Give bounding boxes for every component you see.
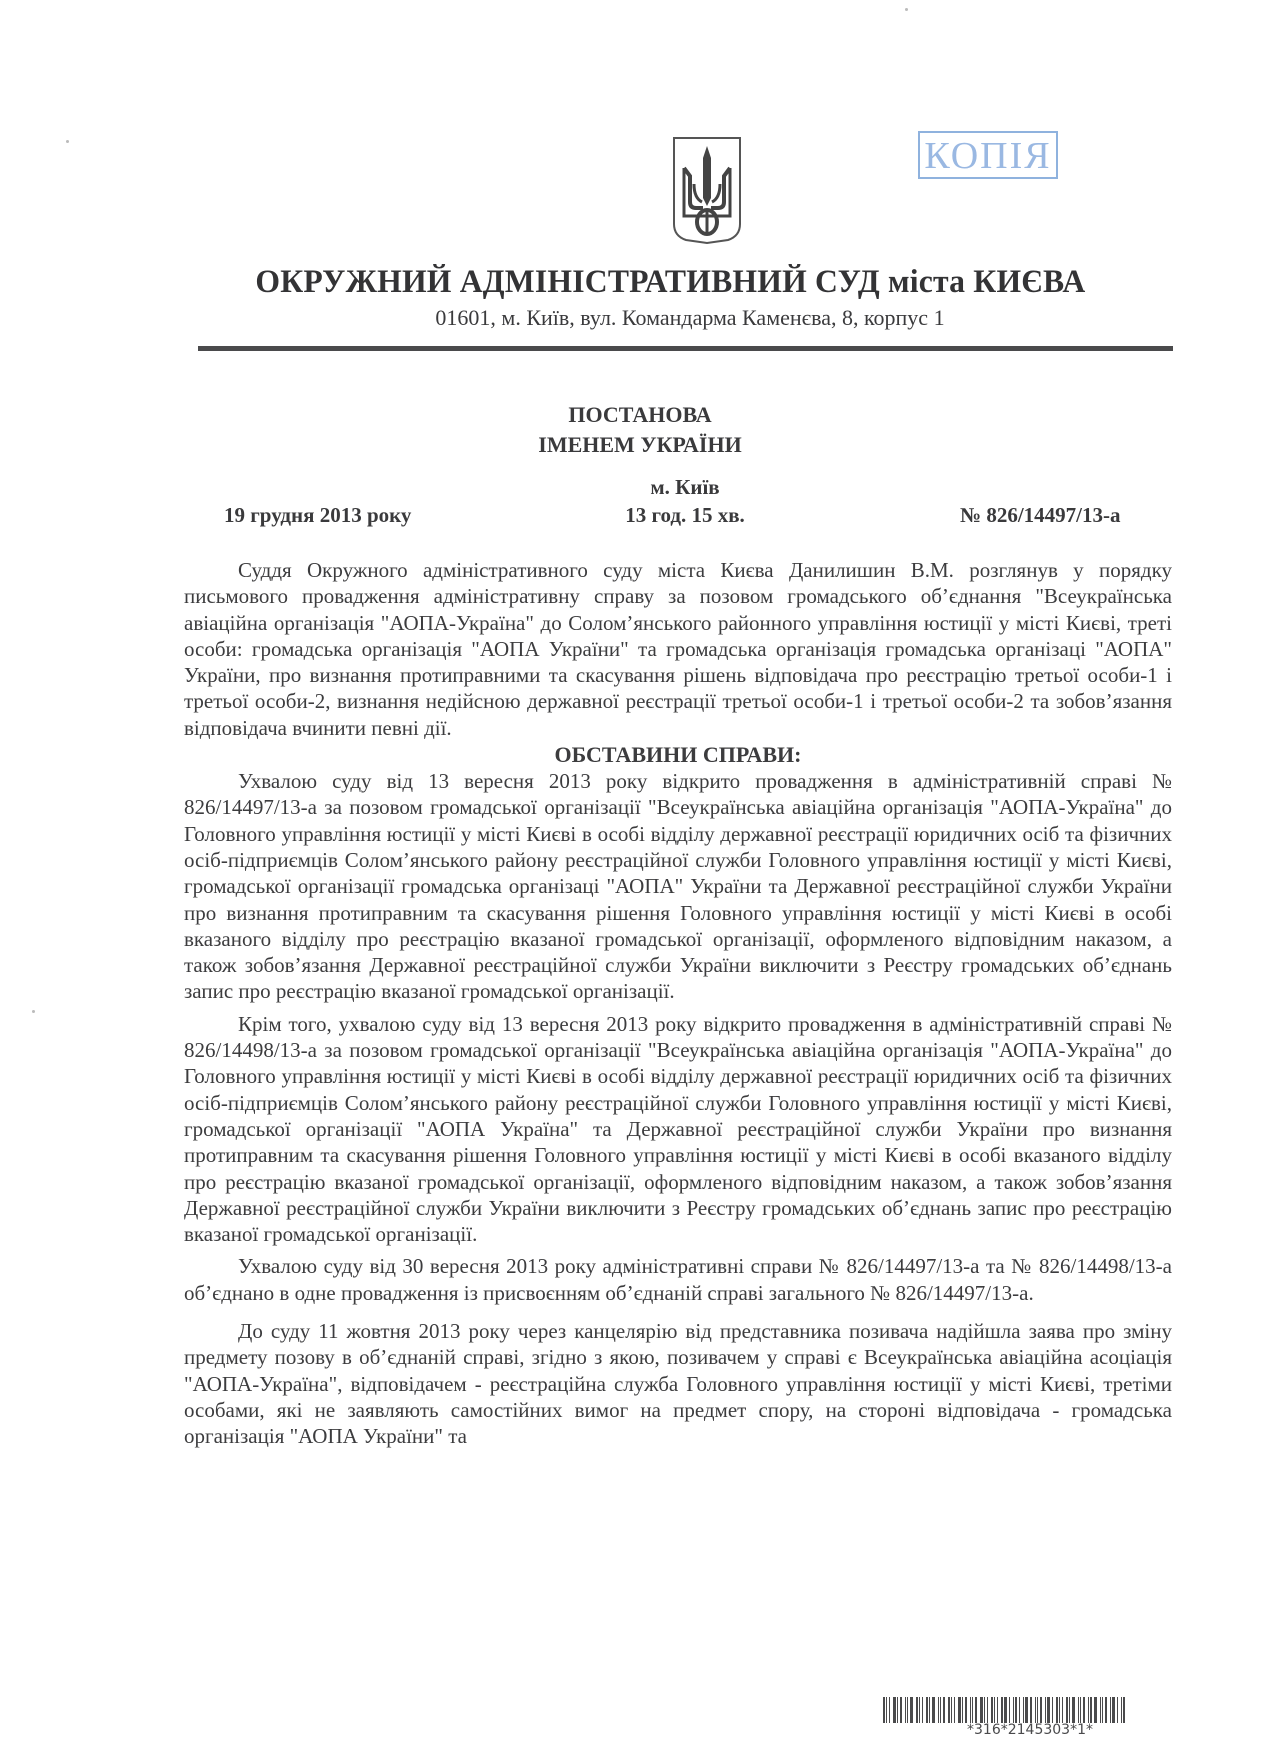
court-name: ОКРУЖНИЙ АДМІНІСТРАТИВНИЙ СУД міста КИЄВА bbox=[255, 264, 1086, 300]
copy-stamp: КОПІЯ bbox=[918, 131, 1058, 179]
body-paragraph: Ухвалою суду від 30 вересня 2013 року адміністративні справи № 826/14497/13-а та № 826/14498/13-а об’єднано в одне провадження із присвоєнням об’єднаній справі загального № 826/14497/13-а. bbox=[184, 1254, 1172, 1305]
barcode-bar bbox=[1015, 1697, 1017, 1723]
barcode-bar bbox=[940, 1697, 941, 1723]
barcode-bar bbox=[1117, 1697, 1118, 1723]
barcode-bar bbox=[975, 1697, 977, 1723]
barcode-bar bbox=[926, 1697, 928, 1723]
court-address: 01601, м. Київ, вул. Командарма Каменєва, 8, корпус 1 bbox=[435, 305, 945, 330]
header-divider bbox=[198, 346, 1173, 351]
barcode-bar bbox=[1088, 1697, 1089, 1723]
barcode-bar bbox=[1066, 1697, 1068, 1723]
barcode-bar bbox=[1112, 1697, 1115, 1723]
document-city: м. Київ bbox=[650, 475, 720, 499]
barcode-bar bbox=[994, 1697, 995, 1723]
barcode-bar bbox=[1030, 1697, 1032, 1723]
barcode-bar bbox=[1059, 1697, 1060, 1723]
barcode-bar bbox=[1069, 1697, 1070, 1723]
barcode-bar bbox=[1052, 1697, 1053, 1723]
scan-speck bbox=[32, 1010, 35, 1013]
barcode-bar bbox=[948, 1697, 950, 1723]
barcode-bar bbox=[951, 1697, 952, 1723]
barcode-bar bbox=[897, 1697, 898, 1723]
barcode-bar bbox=[910, 1697, 913, 1723]
barcode-bar bbox=[938, 1697, 939, 1723]
barcode-bar bbox=[1121, 1697, 1122, 1723]
barcode-bar bbox=[893, 1697, 896, 1723]
barcode-bar bbox=[1045, 1697, 1046, 1723]
barcode-bar bbox=[1009, 1697, 1010, 1723]
barcode-bar bbox=[1025, 1697, 1028, 1723]
barcode-bar bbox=[1035, 1697, 1036, 1723]
barcode-bar bbox=[958, 1697, 961, 1723]
barcode-bar bbox=[1110, 1697, 1111, 1723]
barcode-bar bbox=[922, 1697, 923, 1723]
barcode-icon bbox=[883, 1697, 1183, 1723]
document-date: 19 грудня 2013 року bbox=[224, 503, 412, 527]
barcode-bar bbox=[965, 1697, 967, 1723]
barcode-bar bbox=[1013, 1697, 1014, 1723]
barcode-bar bbox=[1072, 1697, 1075, 1723]
document-time: 13 год. 15 хв. bbox=[625, 503, 745, 527]
barcode-bar bbox=[1123, 1697, 1125, 1723]
barcode-bar bbox=[1004, 1697, 1007, 1723]
barcode-bar bbox=[919, 1697, 920, 1723]
barcode-bar bbox=[1100, 1697, 1101, 1723]
scan-speck bbox=[905, 8, 908, 11]
body-paragraph: Крім того, ухвалою суду від 13 вересня 2013 року відкрито провадження в адміністративній справі № 826/14498/13-а за позовом громадської організації "Всеукраїнська авіаційна організація "АОПА-Україна" до Головного управління юстиції у місті Києві в особі відділу державної реєстрації юридичних осіб та фізичних осіб-підприємців Солом’янського району реєстраційної служби Головного управління юстиції у місті Києві, громадської організації "АОПА Україна" та Державної реєстраційної служби України про визнання протиправним та скасування рішення Головного управління юстиції у місті Києві в особі вказаного відділу про реєстрацію вказаної громадської організації, оформленого відповідним наказом, а також зобов’язання Державної реєстраційної служби України виключити з Реєстру громадських об’єднань запис про реєстрацію вказаної громадської організації. bbox=[184, 1011, 1172, 1247]
barcode-bar bbox=[1105, 1697, 1107, 1723]
barcode-bar bbox=[932, 1697, 935, 1723]
barcode-bar bbox=[1078, 1697, 1079, 1723]
barcode-bar bbox=[1001, 1697, 1003, 1723]
barcode-bar bbox=[1037, 1697, 1038, 1723]
barcode-bar bbox=[889, 1697, 890, 1723]
barcode-bar bbox=[943, 1697, 945, 1723]
barcode-bar bbox=[907, 1697, 908, 1723]
case-number: № 826/14497/13-а bbox=[960, 503, 1121, 527]
barcode-bar bbox=[980, 1697, 983, 1723]
barcode-bar bbox=[1062, 1697, 1063, 1723]
barcode-bar bbox=[900, 1697, 902, 1723]
intro-paragraph: Суддя Окружного адміністративного суду міста Києва Данилишин В.М. розглянув у порядку письмового провадження адміністративну справу за позовом громадського об’єднання "Всеукраїнська авіаційна організація "АОПА-Україна" до Солом’янського районного управління юстиції у місті Києві, треті особи: громадська організація "АОПА України" та громадська організація громадська організаці "АОПА" України, про визнання протиправними та скасування рішень відповідача про реєстрацію третьої особи-1 і третьої особи-2, визнання недійсною державної реєстрації третьої особи-1 і третьої особи-2 та зобов’язання відповідача вчинити певні дії. bbox=[184, 558, 1172, 740]
barcode-text: *316*2145303*1* bbox=[967, 1722, 1093, 1738]
barcode-bar bbox=[1083, 1697, 1085, 1723]
document-type bbox=[180, 400, 1100, 460]
scan-speck bbox=[66, 140, 69, 143]
barcode-bar bbox=[886, 1697, 887, 1723]
barcode-bar bbox=[987, 1697, 988, 1723]
barcode-bar bbox=[883, 1697, 885, 1723]
document-body bbox=[184, 557, 1172, 1450]
document-type-title: ПОСТАНОВА bbox=[568, 402, 712, 427]
barcode-bar bbox=[1019, 1697, 1020, 1723]
barcode-bar bbox=[1094, 1697, 1097, 1723]
barcode-bar bbox=[972, 1697, 973, 1723]
barcode-bar bbox=[997, 1697, 998, 1723]
barcode-bar bbox=[1090, 1697, 1092, 1723]
barcode-bar bbox=[916, 1697, 918, 1723]
barcode-bar bbox=[1040, 1697, 1042, 1723]
section-heading: ОБСТАВИНИ СПРАВИ: bbox=[554, 742, 802, 768]
barcode-bar bbox=[991, 1697, 993, 1723]
barcode-bar bbox=[954, 1697, 955, 1723]
barcode-bar bbox=[905, 1697, 906, 1723]
barcode-bar bbox=[1023, 1697, 1024, 1723]
barcode-bar bbox=[1102, 1697, 1103, 1723]
tryzub-coat-of-arms-icon bbox=[672, 136, 742, 244]
barcode-bar bbox=[1047, 1697, 1050, 1723]
barcode-bar bbox=[970, 1697, 971, 1723]
body-paragraph: Ухвалою суду від 13 вересня 2013 року відкрито провадження в адміністративній справі № 826/14497/13-а за позовом громадської організації "Всеукраїнська авіаційна організація "АОПА-Україна" до Головного управління юстиції у місті Києві в особі відділу державної реєстрації юридичних осіб та фізичних осіб-підприємців Солом’янського району реєстраційної служби Головного управління юстиції у місті Києві, громадської організації громадська організаці "АОПА" України та Державної реєстраційної служби України про визнання протиправним та скасування рішення Головного управління юстиції у місті Києві в особі вказаного відділу про реєстрацію вказаної громадської організації, оформленого відповідним наказом, а також зобов’язання Державної реєстраційної служби України виключити з Реєстру громадських об’єднань запис про реєстрацію вказаної громадської організації. bbox=[184, 769, 1172, 1004]
barcode-bar bbox=[1056, 1697, 1058, 1723]
barcode-bar bbox=[962, 1697, 963, 1723]
barcode-bar bbox=[929, 1697, 930, 1723]
barcode-bar bbox=[1080, 1697, 1081, 1723]
document-type-subtitle: ІМЕНЕМ УКРАЇНИ bbox=[538, 432, 742, 457]
barcode-bar bbox=[984, 1697, 985, 1723]
body-paragraph: До суду 11 жовтня 2013 року через канцелярію від представника позивача надійшла заява про зміну предмету позову в об’єднаній справі, згідно з якою, позивачем у справі є Всеукраїнська авіаційна асоціація "АОПА-Україна", відповідачем - реєстраційна служба Головного управління юстиції у місті Києві, третіми особами, які не заявляють самостійних вимог на предмет спору, на стороні відповідача - громадська організація "АОПА України" та bbox=[184, 1319, 1172, 1449]
